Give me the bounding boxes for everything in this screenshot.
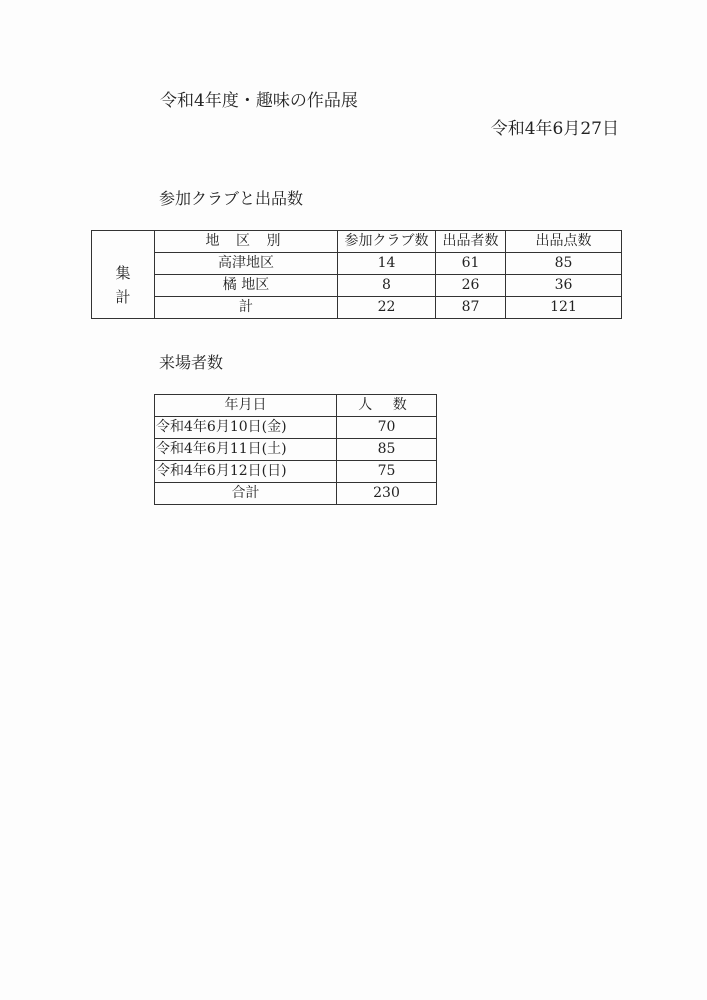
table-row: [155, 417, 437, 439]
cell-district: 橘 地区: [155, 275, 338, 297]
cell-date: 令和4年6月11日(土): [155, 439, 337, 461]
cell-count: 230: [337, 483, 437, 505]
cell-clubs: 8: [338, 275, 436, 297]
cell-items: 85: [506, 253, 622, 275]
clubs-table: [91, 230, 622, 319]
column-header-items: 出品点数: [506, 231, 622, 253]
clubs-table-header-row: [92, 231, 622, 253]
cell-exhibitors: 26: [436, 275, 506, 297]
visitors-table: [154, 394, 437, 505]
table-row: [92, 275, 622, 297]
cell-exhibitors: 61: [436, 253, 506, 275]
cell-date: 令和4年6月12日(日): [155, 461, 337, 483]
cell-clubs: 14: [338, 253, 436, 275]
column-header-clubs: 参加クラブ数: [338, 231, 436, 253]
cell-exhibitors: 87: [436, 297, 506, 319]
document-title: 令和4年度・趣味の作品展: [160, 91, 358, 111]
visitors-section-heading: 来場者数: [159, 353, 224, 372]
table-row-total: [92, 297, 622, 319]
totals-side-label: [92, 231, 155, 319]
column-header-count: 人 数: [337, 395, 437, 417]
column-header-district: 地 区 別: [155, 231, 338, 253]
column-header-exhibitors: 出品者数: [436, 231, 506, 253]
cell-items: 121: [506, 297, 622, 319]
side-label-char-2: 計: [115, 288, 131, 306]
cell-clubs: 22: [338, 297, 436, 319]
cell-count: 75: [337, 461, 437, 483]
cell-district: 計: [155, 297, 338, 319]
table-row: [155, 461, 437, 483]
document-date: 令和4年6月27日: [490, 119, 619, 139]
cell-district: 高津地区: [155, 253, 338, 275]
table-row-total: [155, 483, 437, 505]
visitors-table-header-row: [155, 395, 437, 417]
side-label-char-1: 集: [115, 264, 131, 282]
cell-date: 令和4年6月10日(金): [155, 417, 337, 439]
cell-count: 70: [337, 417, 437, 439]
table-row: [92, 253, 622, 275]
cell-count: 85: [337, 439, 437, 461]
table-row: [155, 439, 437, 461]
column-header-date: 年月日: [155, 395, 337, 417]
clubs-section-heading: 参加クラブと出品数: [159, 189, 304, 208]
cell-items: 36: [506, 275, 622, 297]
cell-date: 合計: [155, 483, 337, 505]
